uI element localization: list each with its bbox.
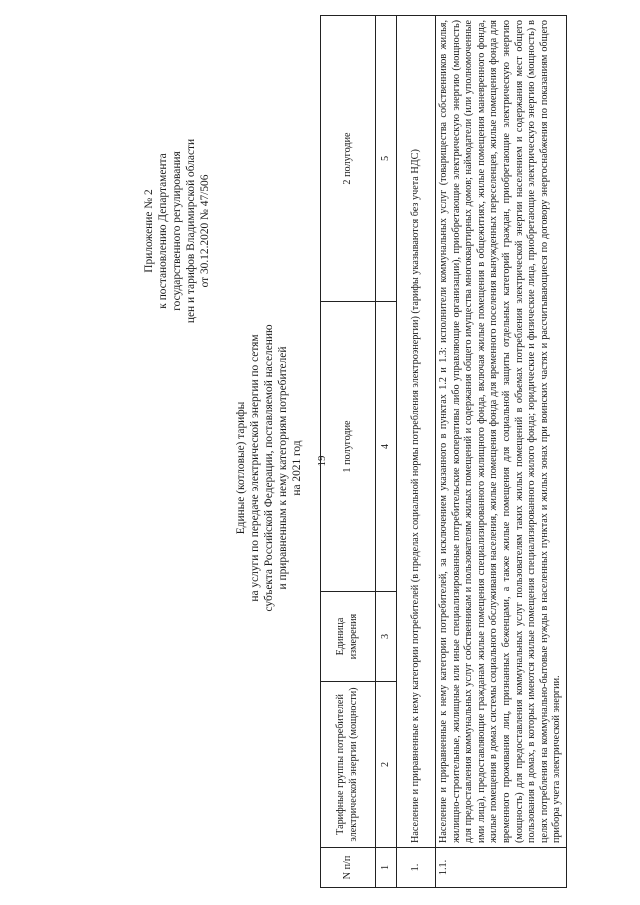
document-sheet (142, 16, 582, 888)
title-line-2: на услуги по передаче электрической энергии по сетям (249, 334, 261, 602)
tariff-table (320, 15, 567, 888)
title-line-4: и приравненным к нему категориям потребителей (277, 346, 289, 590)
appendix-line-5: от 30.12.2020 № 47/506 (199, 174, 211, 288)
index-cell-4: 4 (376, 302, 397, 592)
table-index-row (376, 16, 397, 888)
appendix-line-4: цен и тарифов Владимирской области (185, 138, 197, 324)
table-header-row (321, 16, 376, 888)
table-row (436, 16, 567, 888)
index-cell-1: 1 (376, 848, 397, 888)
appendix-line-1: Приложение № 2 (143, 189, 155, 273)
header-half-2: 2 полугодие (321, 16, 376, 302)
index-cell-3: 3 (376, 592, 397, 682)
title-line-3: субъекта Российской Федерации, поставляемой населению (263, 324, 275, 612)
title-line-5: на 2021 год (291, 440, 303, 496)
header-unit: Единица измерения (321, 592, 376, 682)
header-half-1: 1 полугодие (321, 302, 376, 592)
appendix-block (142, 71, 212, 391)
row-1-1-num: 1.1. (436, 848, 567, 888)
page-number: 19 (316, 455, 328, 467)
table-row (397, 16, 436, 888)
section-num: 1. (397, 848, 436, 888)
index-cell-2: 2 (376, 682, 397, 848)
section-text: Население и приравненные к нему категории потребителей (в пределах социальной нормы потребления электроэнергии) (тарифы указываются без учета НДС) (397, 16, 436, 848)
index-cell-5: 5 (376, 16, 397, 302)
title-line-1: Единые (котловые) тарифы (235, 401, 247, 535)
document-title (234, 258, 304, 678)
appendix-line-3: государственного регулирования (171, 151, 183, 311)
row-1-1-text: Население и приравненные к нему категории потребителей, за исключением указанного в пунктах 1.2 и 1.3: исполнители коммунальных услуг (товарищества собственников жилья, жилищно-строительные, жилищные или иные специализированные потребительские кооперативы либо управляющие организации), приобретающие электрическую энергию (мощность) для предоставления коммунальных услуг собственникам и пользователям жилых помещений и содержания общего имущества многоквартирных домов; наймодатели (или уполномоченные ими лица), предоставляющие гражданам жилые помещения специализированного жилищного фонда, включая жилые помещения в общежитиях, жилые помещения маневренного фонда, жилые помещения в домах системы социального обслуживания населения, жилые помещения фонда для временного поселения вынужденных переселенцев, жилые помещения фонда для временного проживания лиц, признанных беженцами, а также жилые помещения для социальной защиты отдельных категорий граждан, приобретающие электрическую энергию (мощность) для предоставления коммунальных услуг пользователям таких жилых помещений в объемах потребления электрической энергии населением и содержания мест общего пользования в домах, в которых имеются жилые помещения специализированного жилого фонда; юридические и физические лица, приобретающие электрическую энергию (мощность) в целях потребления на коммунально-бытовые нужды в населенных пунктах и жилых зонах при воинских частях и рассчитывающиеся по договору энергоснабжения по показаниям общего прибора учета электрической энергии. (436, 16, 567, 848)
header-num: N п/п (321, 848, 376, 888)
appendix-line-2: к постановлению Департамента (157, 153, 169, 309)
header-group: Тарифные группы потребителей электрической энергии (мощности) (321, 682, 376, 848)
